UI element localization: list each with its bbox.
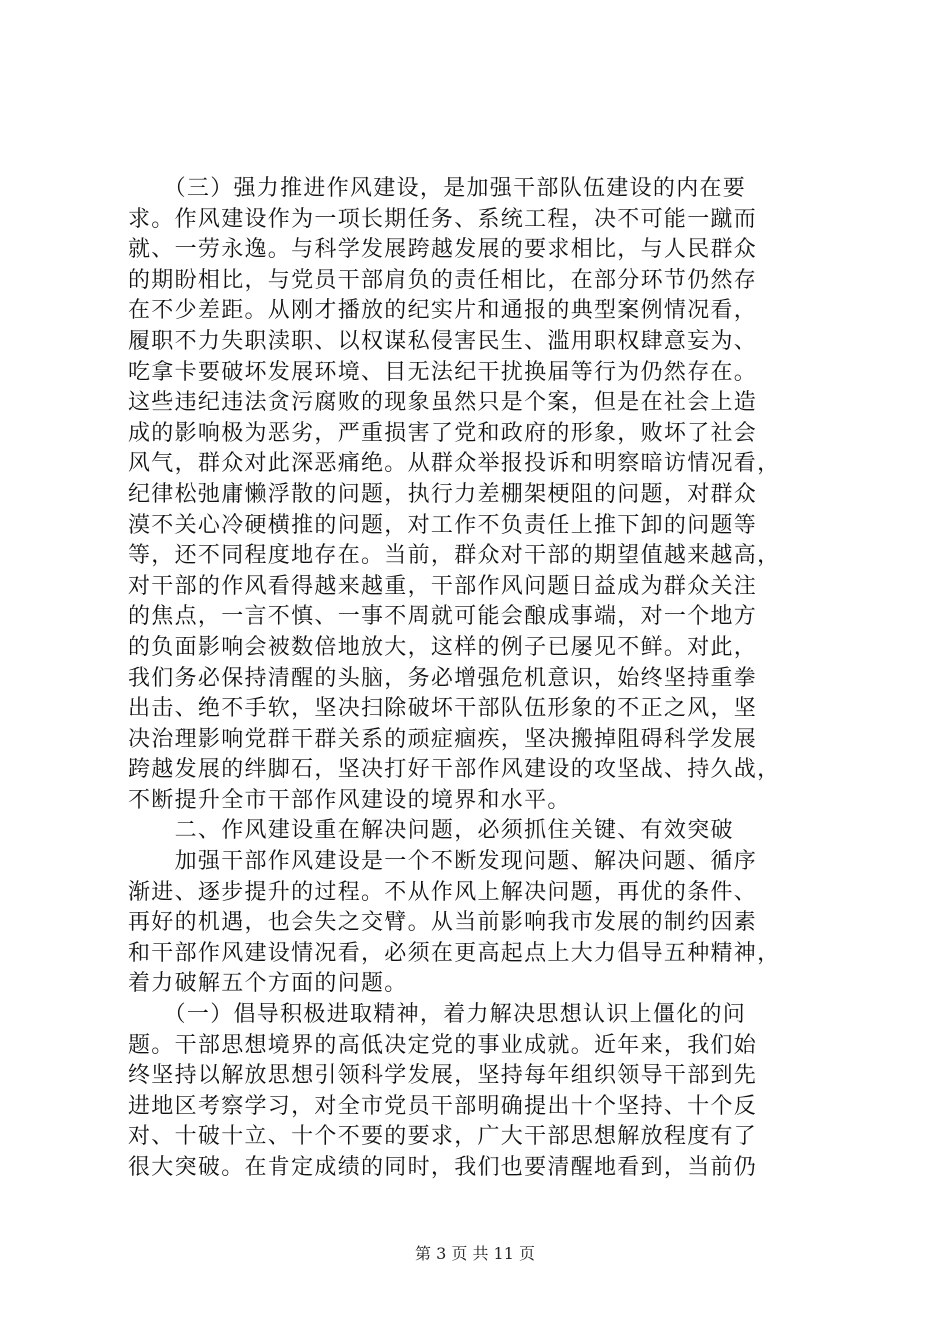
- text-line: 等，还不同程度地存在。当前，群众对干部的期望值越来越高，: [128, 543, 781, 569]
- text-line: 加强干部作风建设是一个不断发现问题、解决问题、循序: [128, 849, 758, 875]
- text-line: 对干部的作风看得越来越重，干部作风问题日益成为群众关注: [128, 573, 758, 599]
- document-body: [128, 174, 832, 1184]
- text-line: 很大突破。在肯定成绩的同时，我们也要清醒地看到，当前仍: [128, 1155, 758, 1180]
- text-line: 终坚持以解放思想引领科学发展，坚持每年组织领导干部到先: [128, 1063, 758, 1089]
- text-line: 纪律松弛庸懒浮散的问题，执行力差棚架梗阻的问题，对群众: [128, 481, 758, 507]
- text-line: 进地区考察学习，对全市党员干部明确提出十个坚持、十个反: [128, 1093, 758, 1119]
- text-line: 的焦点，一言不慎、一事不周就可能会酿成事端，对一个地方: [128, 604, 758, 630]
- text-line: 吃拿卡要破坏发展环境、目无法纪干扰换届等行为仍然存在。: [128, 359, 758, 385]
- text-line: 在不少差距。从刚才播放的纪实片和通报的典型案例情况看，: [128, 298, 758, 324]
- text-line: 就、一劳永逸。与科学发展跨越发展的要求相比，与人民群众: [128, 237, 758, 263]
- text-line: 出击、绝不手软，坚决扫除破坏干部队伍形象的不正之风，坚: [128, 696, 758, 722]
- text-line: 的负面影响会被数倍地放大，这样的例子已屡见不鲜。对此，: [128, 634, 758, 660]
- text-line: 渐进、逐步提升的过程。不从作风上解决问题，再优的条件、: [128, 879, 758, 905]
- text-line: 这些违纪违法贪污腐败的现象虽然只是个案，但是在社会上造: [128, 390, 758, 416]
- text-line: 跨越发展的绊脚石，坚决打好干部作风建设的攻坚战、持久战，: [128, 757, 781, 783]
- text-line: 着力破解五个方面的问题。: [128, 971, 408, 997]
- text-line: （三）强力推进作风建设，是加强干部队伍建设的内在要: [128, 176, 747, 201]
- text-line: 对、十破十立、十个不要的要求，广大干部思想解放程度有了: [128, 1124, 758, 1150]
- text-line: 风气，群众对此深恶痛绝。从群众举报投诉和明察暗访情况看，: [128, 451, 781, 477]
- page-number-footer: 第 3 页 共 11 页: [415, 1244, 535, 1263]
- text-line: （一）倡导积极进取精神，着力解决思想认识上僵化的问: [128, 1002, 747, 1028]
- text-line: 的期盼相比，与党员干部肩负的责任相比，在部分环节仍然存: [128, 267, 758, 293]
- text-line: 履职不力失职渎职、以权谋私侵害民生、滥用职权肆意妄为、: [128, 328, 758, 354]
- section-heading: 二、作风建设重在解决问题，必须抓住关键、有效突破: [128, 818, 734, 844]
- text-line: 不断提升全市干部作风建设的境界和水平。: [128, 787, 571, 813]
- text-line: 再好的机遇，也会失之交臂。从当前影响我市发展的制约因素: [128, 910, 758, 936]
- text-line: 题。干部思想境界的高低决定党的事业成就。近年来，我们始: [128, 1032, 758, 1058]
- text-line: 我们务必保持清醒的头脑，务必增强危机意识，始终坚持重拳: [128, 665, 758, 691]
- text-line: 决治理影响党群干群关系的顽症痼疾，坚决搬掉阻碍科学发展: [128, 726, 758, 752]
- text-line: 和干部作风建设情况看，必须在更高起点上大力倡导五种精神，: [128, 940, 781, 966]
- text-line: 漠不关心冷硬横推的问题，对工作不负责任上推下卸的问题等: [128, 512, 758, 538]
- text-line: 求。作风建设作为一项长期任务、系统工程，决不可能一蹴而: [128, 206, 758, 232]
- text-line: 成的影响极为恶劣，严重损害了党和政府的形象，败坏了社会: [128, 420, 758, 446]
